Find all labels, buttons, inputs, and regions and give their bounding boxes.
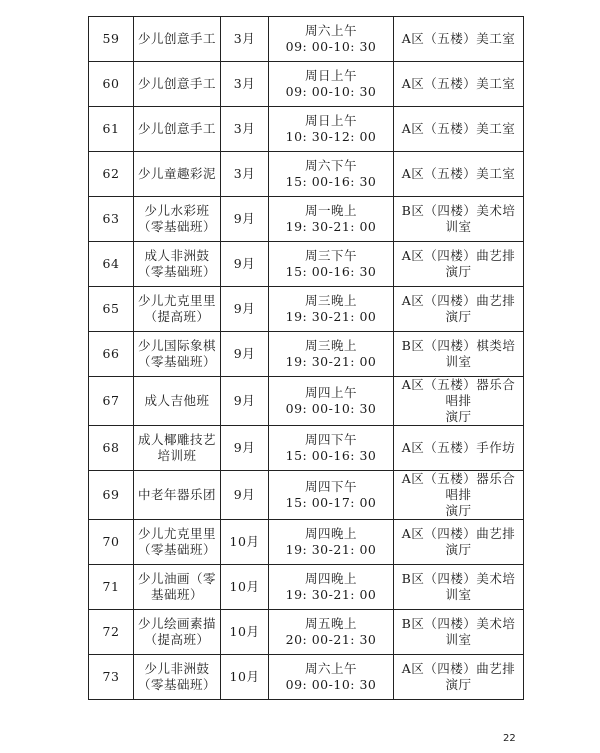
class-time-cell-line: 09: 00-10: 30 <box>285 84 377 99</box>
location-cell <box>394 377 524 426</box>
class-time-cell-line: 19: 30-21: 00 <box>285 587 377 602</box>
class-time-cell-line: 周六上午 <box>304 23 357 38</box>
class-time-cell <box>269 655 394 700</box>
row-number-cell: 73 <box>89 655 134 700</box>
location-cell-line: A区（五楼）美工室 <box>401 121 516 136</box>
class-time-cell-line: 周四上午 <box>304 385 357 400</box>
location-cell <box>394 197 524 242</box>
table-row <box>89 152 524 197</box>
start-month-cell: 9月 <box>221 197 269 242</box>
start-month-cell: 9月 <box>221 426 269 471</box>
location-cell-line: B区（四楼）美术培训室 <box>401 571 516 602</box>
class-time-cell-line: 周三晚上 <box>304 338 357 353</box>
course-name-cell-line: 少儿尤克里里 <box>137 293 216 308</box>
course-name-cell-line: 成人椰雕技艺 <box>137 432 216 447</box>
location-cell <box>394 471 524 520</box>
table-row <box>89 197 524 242</box>
class-time-cell-line: 15: 00-16: 30 <box>285 448 377 463</box>
class-time-cell-line: 09: 00-10: 30 <box>285 677 377 692</box>
class-time-cell-line: 09: 00-10: 30 <box>285 401 377 416</box>
class-time-cell <box>269 287 394 332</box>
class-time-cell-line: 周三下午 <box>304 248 357 263</box>
course-name-cell-line: 少儿水彩班 <box>144 203 210 218</box>
course-name-cell-line: 少儿油画（零 <box>137 571 216 586</box>
course-name-cell-line: 少儿创意手工 <box>137 31 216 46</box>
location-cell-line: A区（五楼）手作坊 <box>401 440 516 455</box>
row-number-cell: 63 <box>89 197 134 242</box>
class-time-cell-line: 周六下午 <box>304 158 357 173</box>
course-name-cell-line: （零基础班） <box>137 542 216 557</box>
table-row <box>89 520 524 565</box>
class-time-cell-line: 10: 30-12: 00 <box>285 129 377 144</box>
location-cell-line: A区（四楼）曲艺排演厅 <box>401 293 516 324</box>
course-name-cell <box>134 426 221 471</box>
row-number-cell: 60 <box>89 62 134 107</box>
location-cell <box>394 426 524 471</box>
start-month-cell: 3月 <box>221 17 269 62</box>
course-name-cell-line: 成人非洲鼓 <box>144 248 210 263</box>
start-month-cell: 10月 <box>221 520 269 565</box>
course-name-cell-line: 少儿尤克里里 <box>137 526 216 541</box>
start-month-cell: 9月 <box>221 471 269 520</box>
class-time-cell <box>269 197 394 242</box>
location-cell <box>394 107 524 152</box>
start-month-cell: 9月 <box>221 377 269 426</box>
row-number-cell: 71 <box>89 565 134 610</box>
location-cell <box>394 62 524 107</box>
location-cell <box>394 17 524 62</box>
class-time-cell <box>269 332 394 377</box>
course-name-cell <box>134 287 221 332</box>
location-cell-line: 演厅 <box>445 409 472 424</box>
table-row <box>89 426 524 471</box>
course-name-cell <box>134 152 221 197</box>
course-name-cell <box>134 471 221 520</box>
course-name-cell <box>134 610 221 655</box>
class-time-cell-line: 19: 30-21: 00 <box>285 542 377 557</box>
row-number-cell: 70 <box>89 520 134 565</box>
class-time-cell-line: 20: 00-21: 30 <box>285 632 377 647</box>
course-name-cell-line: 少儿国际象棋 <box>137 338 216 353</box>
class-time-cell-line: 09: 00-10: 30 <box>285 39 377 54</box>
class-time-cell-line: 周三晚上 <box>304 293 357 308</box>
start-month-cell: 3月 <box>221 62 269 107</box>
location-cell <box>394 332 524 377</box>
course-name-cell-line: 少儿童趣彩泥 <box>137 166 216 181</box>
table-row <box>89 610 524 655</box>
location-cell-line: A区（五楼）器乐合唱排 <box>401 377 516 408</box>
class-time-cell-line: 周五晚上 <box>304 616 357 631</box>
class-time-cell <box>269 152 394 197</box>
row-number-cell: 72 <box>89 610 134 655</box>
location-cell <box>394 152 524 197</box>
row-number-cell: 68 <box>89 426 134 471</box>
table-row <box>89 287 524 332</box>
course-name-cell <box>134 565 221 610</box>
course-name-cell-line: 少儿创意手工 <box>137 76 216 91</box>
class-time-cell-line: 19: 30-21: 00 <box>285 354 377 369</box>
course-name-cell-line: （零基础班） <box>137 677 216 692</box>
location-cell <box>394 242 524 287</box>
location-cell <box>394 565 524 610</box>
table-row <box>89 332 524 377</box>
location-cell-line: A区（四楼）曲艺排演厅 <box>401 526 516 557</box>
location-cell <box>394 287 524 332</box>
row-number-cell: 59 <box>89 17 134 62</box>
row-number-cell: 65 <box>89 287 134 332</box>
schedule-table-body <box>89 17 524 700</box>
table-row <box>89 655 524 700</box>
location-cell-line: B区（四楼）美术培训室 <box>401 203 516 234</box>
class-time-cell-line: 周四下午 <box>304 479 357 494</box>
start-month-cell: 9月 <box>221 287 269 332</box>
table-row <box>89 242 524 287</box>
location-cell-line: A区（四楼）曲艺排演厅 <box>401 248 516 279</box>
start-month-cell: 10月 <box>221 565 269 610</box>
class-time-cell-line: 15: 00-16: 30 <box>285 174 377 189</box>
location-cell <box>394 610 524 655</box>
course-name-cell-line: 中老年器乐团 <box>137 487 216 502</box>
course-name-cell-line: （提高班） <box>144 632 210 647</box>
row-number-cell: 62 <box>89 152 134 197</box>
course-name-cell-line: 基础班） <box>150 587 203 602</box>
start-month-cell: 10月 <box>221 610 269 655</box>
course-name-cell-line: （零基础班） <box>137 219 216 234</box>
start-month-cell: 3月 <box>221 152 269 197</box>
location-cell-line: A区（五楼）美工室 <box>401 31 516 46</box>
class-time-cell-line: 周六上午 <box>304 661 357 676</box>
class-time-cell-line: 周四下午 <box>304 432 357 447</box>
page-number: 22 <box>503 733 516 744</box>
table-row <box>89 377 524 426</box>
location-cell <box>394 520 524 565</box>
class-time-cell-line: 周日上午 <box>304 113 357 128</box>
table-row <box>89 17 524 62</box>
course-name-cell <box>134 62 221 107</box>
start-month-cell: 3月 <box>221 107 269 152</box>
course-name-cell-line: 培训班 <box>157 448 197 463</box>
location-cell-line: A区（五楼）器乐合唱排 <box>401 471 516 502</box>
location-cell <box>394 655 524 700</box>
location-cell-line: A区（四楼）曲艺排演厅 <box>401 661 516 692</box>
course-name-cell-line: 少儿非洲鼓 <box>144 661 210 676</box>
table-row <box>89 62 524 107</box>
course-schedule-table <box>88 16 524 700</box>
class-time-cell-line: 15: 00-16: 30 <box>285 264 377 279</box>
course-name-cell <box>134 197 221 242</box>
course-name-cell-line: 少儿绘画素描 <box>137 616 216 631</box>
row-number-cell: 64 <box>89 242 134 287</box>
start-month-cell: 9月 <box>221 332 269 377</box>
class-time-cell <box>269 426 394 471</box>
course-name-cell-line: 少儿创意手工 <box>137 121 216 136</box>
course-name-cell-line: （零基础班） <box>137 354 216 369</box>
location-cell-line: A区（五楼）美工室 <box>401 166 516 181</box>
course-name-cell <box>134 520 221 565</box>
row-number-cell: 66 <box>89 332 134 377</box>
class-time-cell <box>269 242 394 287</box>
course-name-cell-line: （提高班） <box>144 309 210 324</box>
course-name-cell <box>134 655 221 700</box>
course-name-cell <box>134 107 221 152</box>
class-time-cell <box>269 520 394 565</box>
class-time-cell <box>269 565 394 610</box>
class-time-cell-line: 19: 30-21: 00 <box>285 309 377 324</box>
class-time-cell-line: 周一晚上 <box>304 203 357 218</box>
course-name-cell-line: （零基础班） <box>137 264 216 279</box>
class-time-cell-line: 19: 30-21: 00 <box>285 219 377 234</box>
start-month-cell: 9月 <box>221 242 269 287</box>
location-cell-line: A区（五楼）美工室 <box>401 76 516 91</box>
table-row <box>89 565 524 610</box>
class-time-cell <box>269 17 394 62</box>
class-time-cell-line: 周四晚上 <box>304 571 357 586</box>
class-time-cell-line: 周四晚上 <box>304 526 357 541</box>
class-time-cell <box>269 377 394 426</box>
course-name-cell <box>134 332 221 377</box>
location-cell-line: 演厅 <box>445 503 472 518</box>
location-cell-line: B区（四楼）美术培训室 <box>401 616 516 647</box>
class-time-cell <box>269 610 394 655</box>
class-time-cell <box>269 62 394 107</box>
row-number-cell: 61 <box>89 107 134 152</box>
course-name-cell <box>134 242 221 287</box>
class-time-cell <box>269 107 394 152</box>
class-time-cell-line: 周日上午 <box>304 68 357 83</box>
class-time-cell-line: 15: 00-17: 00 <box>285 495 377 510</box>
course-name-cell-line: 成人吉他班 <box>144 393 210 408</box>
row-number-cell: 69 <box>89 471 134 520</box>
class-time-cell <box>269 471 394 520</box>
start-month-cell: 10月 <box>221 655 269 700</box>
row-number-cell: 67 <box>89 377 134 426</box>
course-name-cell <box>134 377 221 426</box>
course-name-cell <box>134 17 221 62</box>
table-row <box>89 471 524 520</box>
table-row <box>89 107 524 152</box>
location-cell-line: B区（四楼）棋类培训室 <box>401 338 516 369</box>
